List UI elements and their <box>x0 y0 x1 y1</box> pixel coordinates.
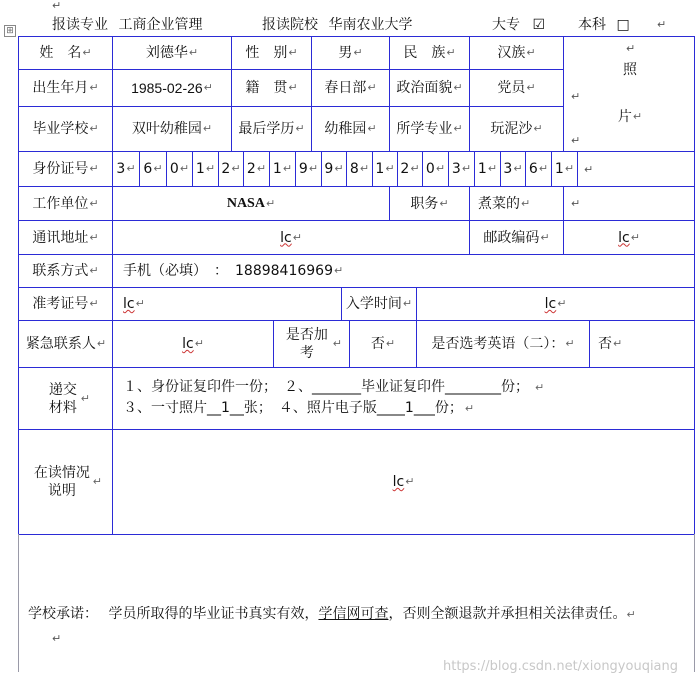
emergency-contact-label: 紧急联系人 ↵ <box>25 336 107 352</box>
table-border <box>563 36 564 151</box>
materials-label: 递交材料 ↵ <box>48 381 90 416</box>
watermark: https://blog.csdn.net/xiongyouqiang <box>443 659 679 674</box>
ethnic-label: 民 族 ↵ <box>403 45 456 61</box>
studied-major-value: 玩泥沙 ↵ <box>490 121 543 137</box>
table-border <box>563 186 564 220</box>
table-border <box>273 320 274 367</box>
promise-prefix: 学校承诺： <box>28 606 98 622</box>
studied-major-label: 所学专业 ↵ <box>396 121 463 137</box>
contact-value: 手机（必填） ： 18898416969 ↵ <box>123 263 344 279</box>
address-value: lc ↵ <box>280 229 302 246</box>
gender-label: 性 别 ↵ <box>245 45 298 61</box>
table-border-light <box>18 534 19 672</box>
table-border <box>694 36 695 534</box>
birth-label: 出生年月 ↵ <box>32 80 99 96</box>
table-border <box>577 151 578 186</box>
id-digit: 0 ↵ <box>425 161 446 177</box>
id-digit: 1 ↵ <box>195 161 216 177</box>
contact-label: 联系方式 ↵ <box>32 263 99 279</box>
plus-exam-value: 否 ↵ <box>370 336 396 352</box>
header-school <box>262 14 412 34</box>
paragraph-mark: ↵ <box>571 134 581 147</box>
ethnic-value: 汉族 ↵ <box>497 45 536 61</box>
id-digit: 3 ↵ <box>116 161 136 177</box>
id-digit: 0 ↵ <box>169 161 190 177</box>
chsi-link[interactable]: 学信网可查 <box>318 606 389 622</box>
header-school-label: 报读院校 <box>262 17 318 33</box>
work-unit-value: NASA ↵ <box>226 195 276 211</box>
table-border-light <box>694 534 695 672</box>
paragraph-mark: ↵ <box>584 163 594 176</box>
level-benke-label: 本科 <box>578 17 606 33</box>
paragraph-mark: ↵ <box>657 18 667 31</box>
enroll-time-value: lc ↵ <box>544 296 567 312</box>
grad-school-value: 双叶幼稚园 ↵ <box>131 121 213 137</box>
table-border <box>18 534 695 535</box>
study-status-value: lc ↵ <box>392 474 415 490</box>
address-label: 通讯地址 ↵ <box>32 229 99 246</box>
id-digit: 6 ↵ <box>143 161 163 177</box>
name-value: 刘德华 ↵ <box>145 45 199 61</box>
education-value: 幼稚园 ↵ <box>324 121 377 137</box>
name-label: 姓 名 ↵ <box>39 45 92 61</box>
photo-char-2: 片 ↵ <box>617 109 643 125</box>
id-digit: 9 ↵ <box>298 161 319 177</box>
promise-text-a: 学员所取得的毕业证书真实有效， <box>108 606 319 622</box>
header-major-value: 工商企业管理 <box>118 17 203 33</box>
school-promise: 学校承诺： 学员所取得的毕业证书真实有效，学信网可查，否则全额退款并承担相关法律责任。↵ <box>28 606 636 622</box>
postcode-label: 邮政编码 ↵ <box>483 229 550 246</box>
id-digit: 1 ↵ <box>272 161 293 177</box>
plus-exam-label: 是否加考 ↵ <box>285 327 342 361</box>
paragraph-mark: ↵ <box>626 42 636 55</box>
materials-line-1: １、身份证复印件一份； ２、_______毕业证复印件________份； ↵ <box>123 379 545 395</box>
id-digit: 3 ↵ <box>503 161 523 177</box>
id-digit: 2 ↵ <box>246 161 267 177</box>
materials-line-2: ３、一寸照片__1__张； ４、照片电子版____1___份； ↵ <box>123 400 475 416</box>
postcode-value: lc ↵ <box>618 229 640 246</box>
table-move-handle-icon[interactable]: ⊞ <box>4 25 16 37</box>
enroll-time-label: 入学时间 ↵ <box>345 296 413 312</box>
id-digit: 2 ↵ <box>221 161 241 177</box>
id-digit: 3 ↵ <box>451 161 472 177</box>
position-label: 职务 ↵ <box>410 195 449 212</box>
id-digit: 1 ↵ <box>554 161 575 177</box>
paragraph-mark: ↵ <box>52 632 62 645</box>
position-value: 煮菜的 ↵ <box>478 195 531 212</box>
political-label: 政治面貌 ↵ <box>396 80 463 96</box>
header-major-label: 报读专业 <box>52 17 108 33</box>
political-value: 党员 ↵ <box>497 80 536 96</box>
level-dazhuan-label: 大专 <box>492 17 520 33</box>
gender-value: 男 ↵ <box>338 45 363 61</box>
dazhuan-checkbox-checked-icon[interactable]: ☑ <box>532 17 546 33</box>
grad-school-label: 毕业学校 ↵ <box>32 121 99 137</box>
english-two-label: 是否选考英语（二）： ↵ <box>431 336 575 352</box>
id-digit: 1 ↵ <box>477 161 498 177</box>
exam-number-value: lc ↵ <box>123 296 145 312</box>
benke-checkbox-empty-icon[interactable]: □ <box>616 17 630 33</box>
id-digit: 9 ↵ <box>324 161 344 177</box>
paragraph-mark: ↵ <box>571 197 581 210</box>
exam-number-label: 准考证号 ↵ <box>32 296 99 312</box>
english-two-value: 否 ↵ <box>598 336 623 352</box>
photo-char-1: 照 <box>623 62 637 78</box>
header-level-dazhuan <box>492 14 545 34</box>
emergency-contact-value: lc ↵ <box>182 336 204 352</box>
header-school-value: 华南农业大学 <box>328 17 413 33</box>
paragraph-mark: ↵ <box>571 90 581 103</box>
id-digit: 1 ↵ <box>375 161 395 177</box>
id-digit: 6 ↵ <box>528 161 549 177</box>
table-border <box>18 367 695 368</box>
work-unit-label: 工作单位 ↵ <box>32 195 99 212</box>
origin-label: 籍 贯 ↵ <box>245 80 298 96</box>
header-major <box>52 14 202 34</box>
birth-value: 1985-02-26 ↵ <box>131 80 213 96</box>
study-status-label: 在读情况说明 ↵ <box>33 465 102 499</box>
education-label: 最后学历 ↵ <box>238 121 305 137</box>
materials-list <box>123 377 544 419</box>
paragraph-mark: ↵ <box>52 0 62 12</box>
origin-value: 春日部 ↵ <box>324 80 377 96</box>
header-level-benke <box>578 14 630 34</box>
id-digit: 8 ↵ <box>349 161 370 177</box>
id-number-label: 身份证号 ↵ <box>32 161 99 177</box>
id-digit: 2 ↵ <box>400 161 420 177</box>
promise-text-b: ，否则全额退款并承担相关法律责任。 <box>388 606 627 622</box>
